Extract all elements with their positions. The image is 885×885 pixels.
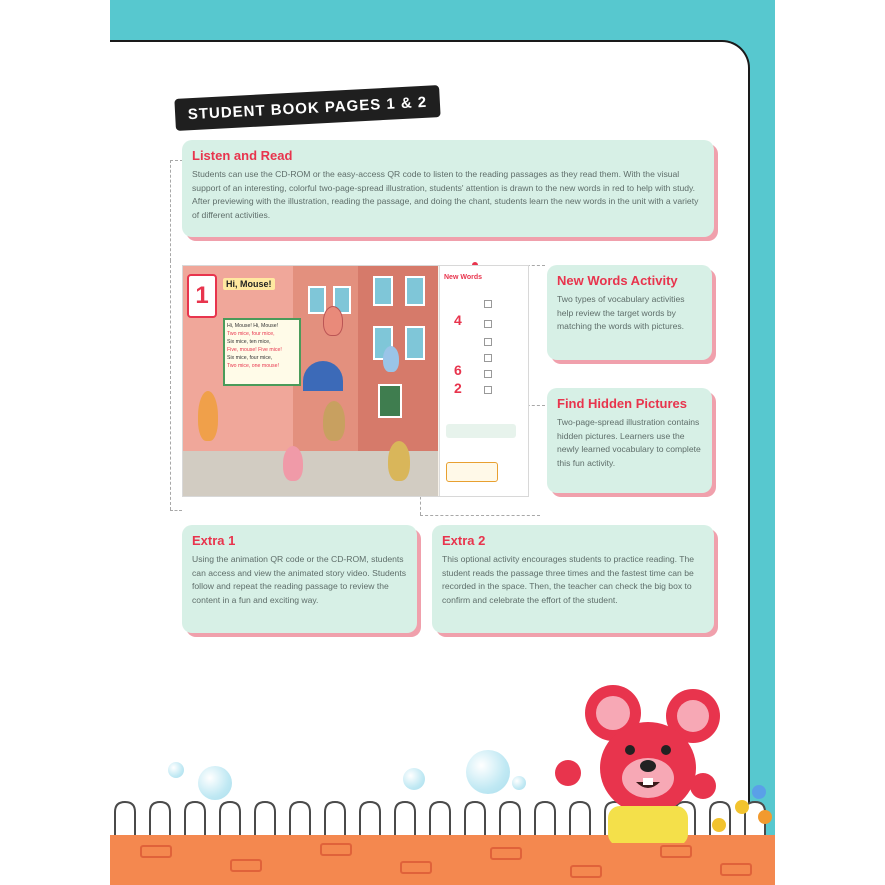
brick [490, 847, 522, 860]
flower-decoration [758, 810, 772, 824]
card-text: This optional activity encourages students to practice reading. The student reads the passage three times and the fastest time can be recorded in the space. Then, the teacher can check the big box to confirm and celebrate the effort of the student. [442, 554, 695, 605]
flower-decoration [752, 785, 766, 799]
extra-1-card [182, 525, 417, 633]
bubble-decoration [168, 762, 184, 778]
checkbox [484, 370, 492, 378]
mouse-mascot [548, 678, 728, 843]
card-title: New Words Activity [557, 273, 678, 288]
activity-number: 2 [454, 380, 462, 396]
find-hidden-pictures-card [547, 388, 712, 493]
story-line: Six mice, ten mice, [227, 339, 271, 345]
extra-2-card [432, 525, 714, 633]
bubble-decoration [466, 750, 510, 794]
activity-page [439, 266, 529, 496]
card-title: Find Hidden Pictures [557, 396, 688, 411]
card-title: Extra 1 [192, 533, 236, 548]
dog-character [323, 401, 345, 441]
brick [400, 861, 432, 874]
activity-header: New Words [444, 274, 482, 281]
card-text: Two types of vocabulary activities help review the target words by matching the words with pictures. [557, 294, 685, 331]
brick [570, 865, 602, 878]
story-page [183, 266, 438, 496]
lesson-title: Hi, Mouse! [223, 278, 275, 290]
story-line: Five, mouse! Five mice! [227, 347, 282, 353]
flower-decoration [712, 818, 726, 832]
window [405, 326, 425, 360]
timer-boxes [446, 462, 498, 482]
window [308, 286, 326, 314]
brick [140, 845, 172, 858]
checkbox [484, 320, 492, 328]
brick [230, 859, 262, 872]
card-title: Extra 2 [442, 533, 486, 548]
mouse-character [383, 346, 399, 372]
boy-character [198, 391, 218, 441]
story-line: Hi, Mouse! Hi, Mouse! [227, 323, 279, 329]
card-title: Listen and Read [192, 148, 293, 163]
brick [720, 863, 752, 876]
story-line: Two mice, one mouse! [227, 363, 279, 369]
checkbox [484, 338, 492, 346]
brick [660, 845, 692, 858]
unit-number: 1 [187, 274, 217, 318]
bubble-decoration [512, 776, 526, 790]
connector-line [420, 515, 540, 517]
mouse-character [388, 441, 410, 481]
brick [320, 843, 352, 856]
mouse-character [323, 306, 343, 336]
window [378, 384, 402, 418]
checkbox [484, 354, 492, 362]
card-text: Two-page-spread illustration contains hidden pictures. Learners use the newly learned vocabulary to complete this fun activity. [557, 417, 701, 468]
book-spread-preview [182, 265, 529, 497]
flower-decoration [735, 800, 749, 814]
window [405, 276, 425, 306]
story-line: Two mice, four mice, [227, 331, 275, 337]
connector-line [170, 260, 172, 510]
connector-line [170, 510, 182, 512]
mouse-character [283, 446, 303, 481]
bubble-decoration [403, 768, 425, 790]
checkbox [484, 300, 492, 308]
card-text: Students can use the CD-ROM or the easy-access QR code to listen to the reading passages as they read them. With the visual support of an interesting, colorful two-page-spread illustration, students' attention is drawn to the new words in red to help with study. After previewing with the illustration, reading the passage, and doing the chant, students learn the new words in the unit with a variety of different activities. [192, 169, 699, 220]
new-words-activity-card [547, 265, 712, 360]
page-title: STUDENT BOOK PAGES 1 & 2 [174, 85, 440, 131]
listen-and-read-card [182, 140, 714, 237]
window [373, 276, 393, 306]
activity-number: 6 [454, 362, 462, 378]
hidden-pictures-strip [446, 424, 516, 438]
checkbox [484, 386, 492, 394]
card-text: Using the animation QR code or the CD-ROM, students can access and view the animated story video. Students follow and repeat the reading passage to review the content in a fun and exciting way. [192, 554, 407, 605]
bubble-decoration [198, 766, 232, 800]
story-box [223, 318, 301, 386]
activity-number: 4 [454, 312, 462, 328]
story-line: Six mice, four mice, [227, 355, 273, 361]
